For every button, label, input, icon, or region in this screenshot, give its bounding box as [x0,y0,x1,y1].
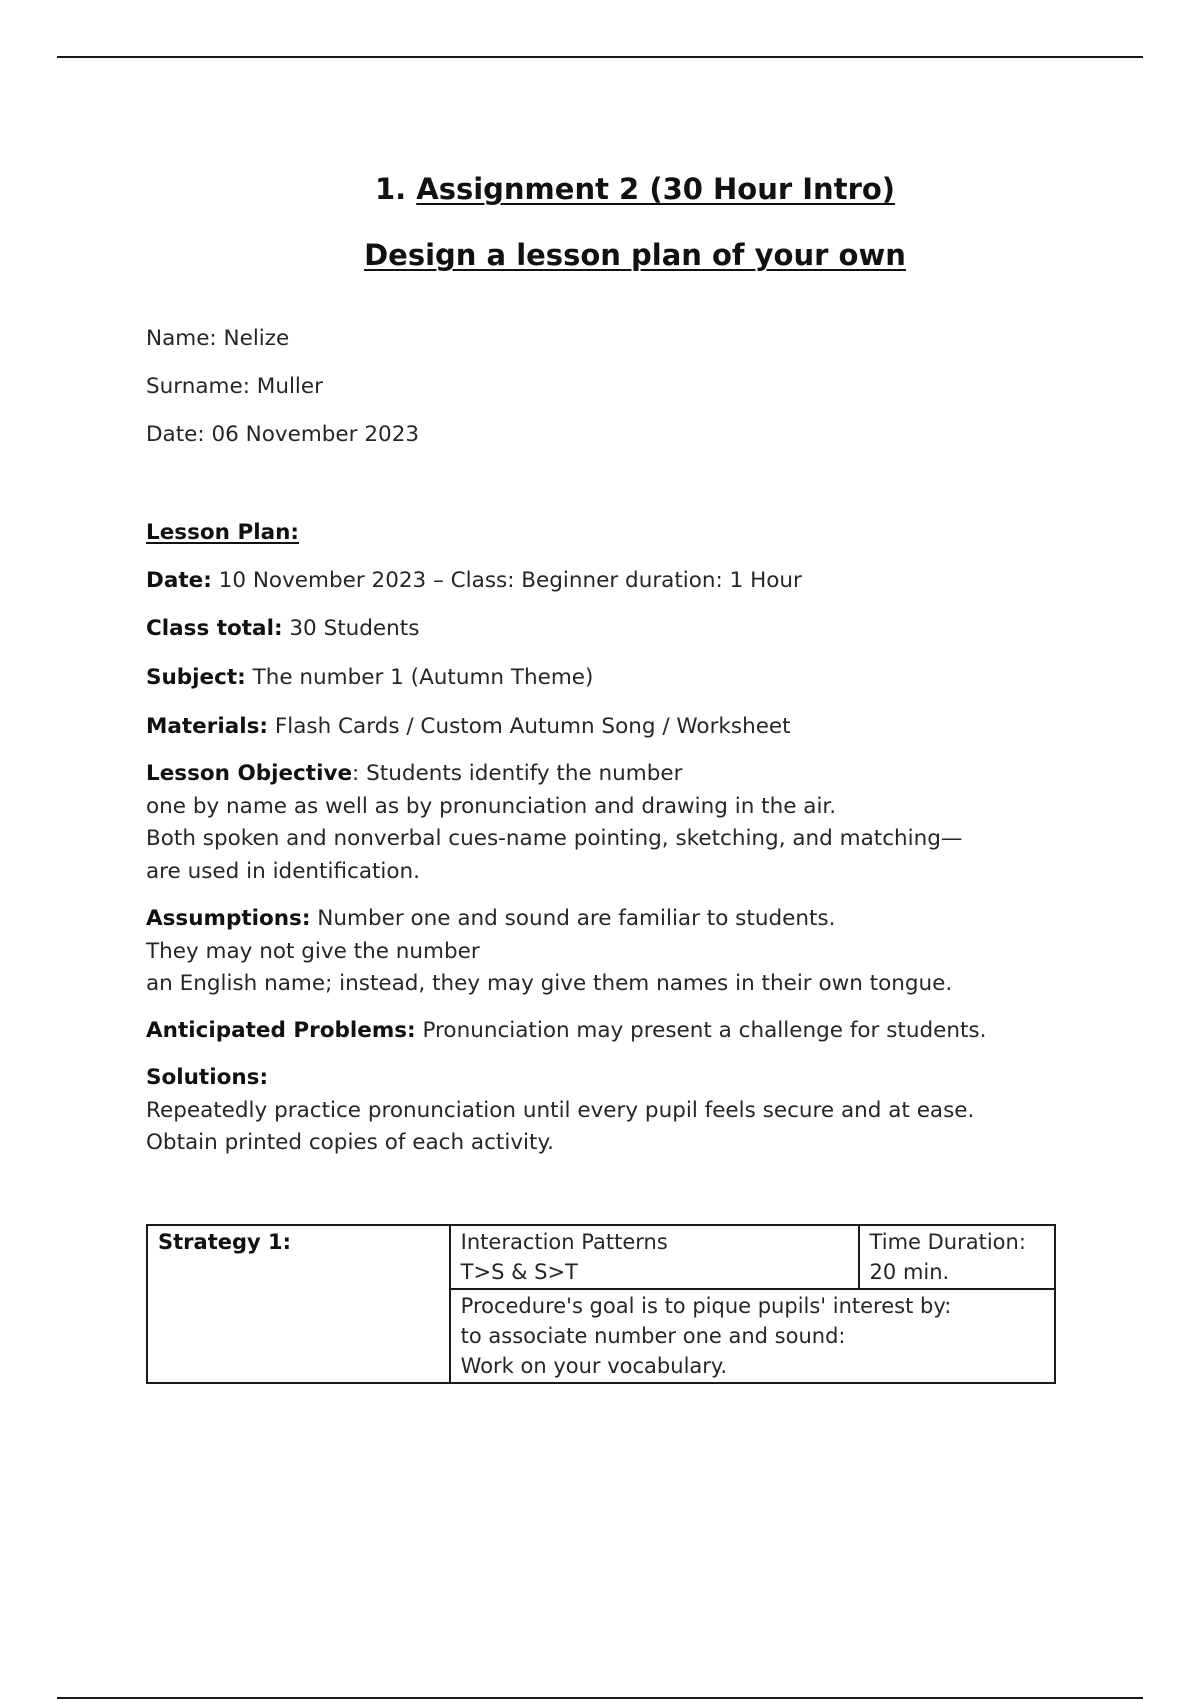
problems-label: Anticipated Problems: [146,1018,416,1043]
strategy-label: Strategy 1: [158,1230,292,1254]
strategy-row-1 [147,1225,1055,1289]
materials [146,711,791,743]
interaction-cell [450,1225,859,1289]
procedure-line-2: to associate number one and sound: [460,1324,846,1348]
lesson-date [146,565,802,597]
procedure-cell [450,1289,1055,1383]
objective-line-3: Both spoken and nonverbal cues-name pointing, sketching, and matching— [146,826,963,851]
problems-value: Pronunciation may present a challenge for students. [415,1018,987,1043]
solutions-label: Solutions: [146,1065,269,1090]
assignment-title [0,172,1200,206]
student-date: Date: 06 November 2023 [146,422,420,447]
procedure-line-1: Procedure's goal is to pique pupils' interest by: [460,1294,952,1318]
objective-line-1 [146,758,962,791]
materials-label: Materials: [146,714,269,739]
interaction-label: Interaction Patterns [460,1230,668,1254]
solutions-line-2: Obtain printed copies of each activity. [146,1130,554,1155]
lesson-date-label: Date: [146,568,212,593]
subject-value: The number 1 (Autumn Theme) [245,665,594,690]
top-rule [57,56,1143,58]
lesson-plan-heading [146,517,299,549]
procedure-line-3: Work on your vocabulary. [460,1354,728,1378]
page-subtitle [0,238,1200,272]
strategy-cell [147,1225,450,1383]
lesson-date-value: 10 November 2023 – Class: Beginner duration: 1 Hour [211,568,802,593]
class-total-value: 30 Students [282,616,420,641]
lesson-objective [146,758,962,888]
title-number: 1. [374,172,407,206]
objective-text-1: : Students identify the number [352,761,683,786]
assumptions-label: Assumptions: [146,906,311,931]
time-cell [859,1225,1055,1289]
student-name: Name: Nelize [146,326,290,351]
subtitle-text: Design a lesson plan of your own [364,238,906,272]
strategy-table [146,1224,1056,1384]
class-total [146,613,419,645]
time-value: 20 min. [869,1260,950,1284]
solutions-line-1: Repeatedly practice pronunciation until every pupil feels secure and at ease. [146,1097,975,1123]
class-total-label: Class total: [146,616,283,641]
assumptions-text-1: Number one and sound are familiar to students. [310,906,836,931]
student-surname: Surname: Muller [146,374,323,399]
objective-line-2: one by name as well as by pronunciation and drawing in the air. [146,793,837,819]
assumptions-line-2: They may not give the number [146,938,480,964]
anticipated-problems [146,1015,986,1047]
bottom-rule [57,1697,1143,1699]
time-label: Time Duration: [869,1230,1026,1254]
title-text: Assignment 2 (30 Hour Intro) [416,172,896,206]
assumptions-line-3: an English name; instead, they may give them names in their own tongue. [146,971,953,996]
interaction-value: T>S & S>T [460,1260,578,1284]
assumptions-line-1 [146,903,952,936]
assumptions [146,903,952,1001]
materials-value: Flash Cards / Custom Autumn Song / Worksheet [268,714,791,739]
subject-label: Subject: [146,665,246,690]
solutions-heading [146,1062,974,1095]
lesson-plan-heading-text: Lesson Plan: [146,520,299,545]
objective-line-4: are used in identification. [146,858,421,884]
objective-label: Lesson Objective [146,761,353,786]
solutions [146,1062,974,1160]
subject [146,662,593,694]
